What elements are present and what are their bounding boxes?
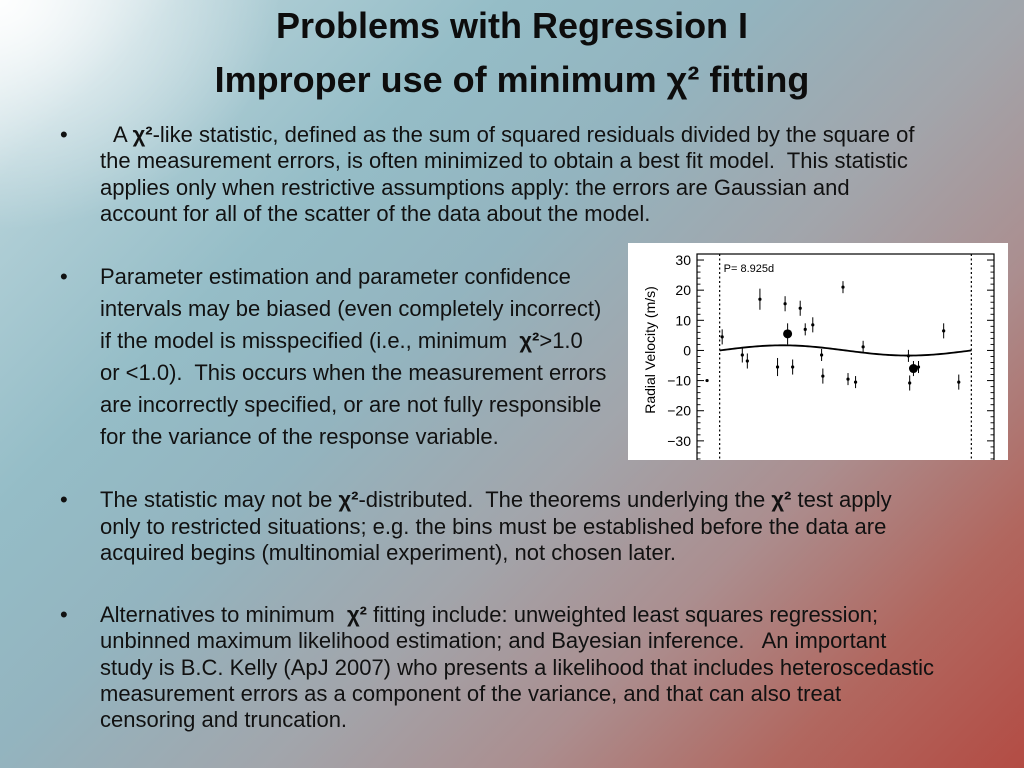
bullet-line: censoring and truncation. [100, 707, 348, 733]
data-point [821, 374, 824, 377]
title-line-1: Problems with Regression I [275, 5, 749, 46]
bullet-text [100, 122, 914, 227]
bullet-line: acquired begins (multinomial experiment), not chosen later. [100, 540, 676, 565]
bullet-line: account for all of the scatter of the data about the model. [100, 200, 651, 226]
bullet-marker: • [60, 264, 68, 289]
data-point [746, 359, 749, 362]
data-point [791, 365, 794, 368]
bullet-text [100, 602, 934, 733]
bullet-text [100, 261, 606, 453]
highlighted-data-point [783, 329, 792, 338]
ytick-label: −20 [667, 402, 691, 419]
data-point [721, 335, 724, 338]
sinusoid-fit-curve [720, 345, 972, 355]
data-point [799, 307, 802, 310]
bullet-line: A χ²-like statistic, defined as the sum of squared residuals divided by the square of [113, 122, 915, 147]
data-point [741, 353, 744, 356]
plot-frame [697, 254, 994, 460]
data-point [811, 323, 814, 326]
chi-squared-symbol: χ² [132, 122, 153, 147]
bullet-line: unbinned maximum likelihood estimation; and Bayesian inference. An important [100, 628, 887, 654]
period-annotation: P= 8.925d [723, 263, 775, 275]
data-point [908, 381, 911, 384]
bullet-line: only to restricted situations; e.g. the bins must be established before the data are [100, 513, 887, 539]
bullet-line: or <1.0). This occurs when the measurement errors [100, 360, 607, 385]
bullet-marker: • [60, 602, 68, 627]
ytick-label: 20 [675, 282, 691, 299]
data-point [758, 298, 761, 301]
ytick-label: 0 [683, 342, 691, 359]
bullet-line: The statistic may not be χ²-distributed. The theorems underlying the χ² test apply [100, 487, 892, 512]
bullet-line: study is B.C. Kelly (ApJ 2007) who presents a likelihood that includes heteroscedastic [100, 654, 934, 680]
bullet-line: for the variance of the response variable. [100, 424, 499, 449]
data-point [776, 365, 779, 368]
data-point [705, 379, 708, 382]
bullet-marker: • [60, 487, 68, 512]
bullet-line: intervals may be biased (even completely incorrect) [100, 296, 602, 321]
bullet-line: are incorrectly specified, or are not fully responsible [100, 392, 602, 417]
ytick-label: 10 [675, 312, 691, 329]
chi-squared-symbol: χ² [346, 602, 367, 627]
data-point [957, 380, 960, 383]
data-point [942, 329, 945, 332]
data-point [917, 365, 920, 368]
slide-title [0, 0, 1024, 107]
y-axis-label: Radial Velocity (m/s) [642, 286, 658, 414]
chi-squared-symbol: χ² [519, 328, 540, 353]
bullet-line: Parameter estimation and parameter confidence [100, 264, 571, 289]
bullet-line: applies only when restrictive assumptions apply: the errors are Gaussian and [100, 174, 850, 200]
data-point [841, 286, 844, 289]
bullet-line: measurement errors as a component of the variance, and that can also treat [100, 680, 842, 706]
bullet-line: if the model is misspecified (i.e., minimum χ²>1.0 [100, 328, 583, 353]
radial-velocity-chart [628, 243, 1008, 460]
ytick-label: −10 [667, 372, 691, 389]
ytick-label: −30 [667, 432, 691, 449]
radial-velocity-plot [628, 243, 1008, 460]
highlighted-data-point [909, 364, 918, 373]
data-point [862, 345, 865, 348]
bullet-line: the measurement errors, is often minimized to obtain a best fit model. This statistic [100, 148, 908, 174]
data-point [846, 377, 849, 380]
data-point [854, 380, 857, 383]
title-line-2: Improper use of minimum χ² fitting [214, 59, 810, 100]
data-point [783, 302, 786, 305]
bullet-marker: • [60, 122, 68, 147]
bullet-line: Alternatives to minimum χ² fitting include: unweighted least squares regression; [100, 602, 879, 627]
chi-squared-symbol: χ² [771, 487, 792, 512]
chi-squared-symbol: χ² [338, 487, 359, 512]
data-point [907, 354, 910, 357]
ytick-label: 30 [675, 252, 691, 269]
data-point [820, 353, 823, 356]
data-point [804, 328, 807, 331]
bullet-text [100, 487, 892, 567]
